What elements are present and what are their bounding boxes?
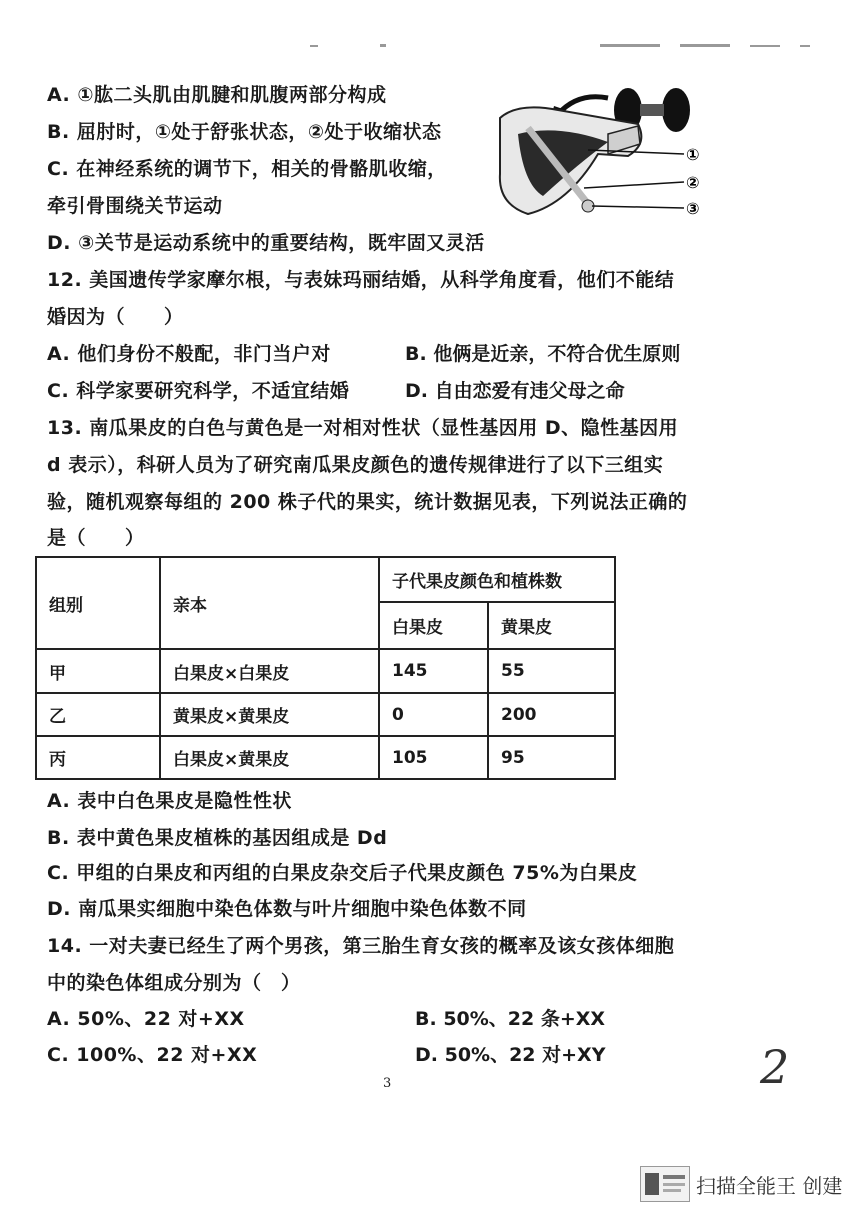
q13-option-a: A. 表中白色果皮是隐性性状 bbox=[47, 790, 292, 812]
q12-stem-continued: 婚因为（ ） bbox=[47, 306, 184, 328]
q14-option-d: D. 50%、22 对+XY bbox=[415, 1044, 606, 1066]
cell-yellow: 95 bbox=[488, 736, 615, 779]
header-group: 组别 bbox=[36, 557, 160, 649]
scanner-watermark bbox=[640, 1166, 842, 1202]
page-number: 3 bbox=[383, 1076, 392, 1091]
q12-stem: 12. 美国遗传学家摩尔根，与表妹玛丽结婚，从科学角度看，他们不能结 bbox=[47, 269, 675, 291]
cell-group: 乙 bbox=[36, 693, 160, 736]
cell-white: 105 bbox=[379, 736, 488, 779]
arm-muscle-figure bbox=[488, 84, 718, 224]
handwritten-mark: 2 bbox=[760, 1040, 790, 1094]
table-row bbox=[36, 736, 615, 779]
q14-stem-continued: 中的染色体组成分别为（ ） bbox=[47, 972, 301, 994]
cell-white: 145 bbox=[379, 649, 488, 693]
q12-option-d: D. 自由恋爱有违父母之命 bbox=[405, 380, 625, 402]
q11-option-a: A. ①肱二头肌由肌腱和肌腹两部分构成 bbox=[47, 84, 387, 106]
cell-yellow: 200 bbox=[488, 693, 615, 736]
figure-label-1: ① bbox=[686, 145, 700, 164]
header-white: 白果皮 bbox=[379, 602, 488, 649]
cell-white: 0 bbox=[379, 693, 488, 736]
q11-option-c-continued: 牵引骨围绕关节运动 bbox=[47, 195, 223, 217]
cell-yellow: 55 bbox=[488, 649, 615, 693]
q14-stem: 14. 一对夫妻已经生了两个男孩，第三胎生育女孩的概率及该女孩体细胞 bbox=[47, 935, 675, 957]
header-offspring: 子代果皮颜色和植株数 bbox=[379, 557, 615, 602]
q14-option-a: A. 50%、22 对+XX bbox=[47, 1008, 245, 1030]
q12-option-b: B. 他俩是近亲，不符合优生原则 bbox=[405, 343, 681, 365]
cell-parent: 白果皮×白果皮 bbox=[160, 649, 379, 693]
q13-stem-3: 验，随机观察每组的 200 株子代的果实，统计数据见表，下列说法正确的 bbox=[47, 491, 688, 513]
q11-option-c: C. 在神经系统的调节下，相关的骨骼肌收缩， bbox=[47, 158, 447, 180]
q13-option-c: C. 甲组的白果皮和丙组的白果皮杂交后子代果皮颜色 75%为白果皮 bbox=[47, 862, 638, 884]
header-parent: 亲本 bbox=[160, 557, 379, 649]
watermark-text: 扫描全能王 创建 bbox=[696, 1173, 843, 1198]
q13-stem-4: 是（ ） bbox=[47, 527, 145, 549]
q14-option-b: B. 50%、22 条+XX bbox=[415, 1008, 606, 1030]
q13-option-b: B. 表中黄色果皮植株的基因组成是 Dd bbox=[47, 827, 388, 849]
cell-group: 甲 bbox=[36, 649, 160, 693]
q11-option-b: B. 屈肘时，①处于舒张状态，②处于收缩状态 bbox=[47, 121, 442, 143]
q14-option-c: C. 100%、22 对+XX bbox=[47, 1044, 258, 1066]
q11-option-d: D. ③关节是运动系统中的重要结构，既牢固又灵活 bbox=[47, 232, 485, 254]
q12-option-c: C. 科学家要研究科学，不适宜结婚 bbox=[47, 380, 350, 402]
q13-data-table bbox=[35, 556, 616, 780]
table-row bbox=[36, 693, 615, 736]
figure-label-2: ② bbox=[686, 173, 700, 192]
q13-stem-2: d 表示），科研人员为了研究南瓜果皮颜色的遗传规律进行了以下三组实 bbox=[47, 454, 664, 476]
table-row bbox=[36, 649, 615, 693]
q13-stem-1: 13. 南瓜果皮的白色与黄色是一对相对性状（显性基因用 D、隐性基因用 bbox=[47, 417, 679, 439]
header-yellow: 黄果皮 bbox=[488, 602, 615, 649]
cell-parent: 白果皮×黄果皮 bbox=[160, 736, 379, 779]
q13-option-d: D. 南瓜果实细胞中染色体数与叶片细胞中染色体数不同 bbox=[47, 898, 527, 920]
scan-noise bbox=[300, 40, 840, 52]
figure-label-3: ③ bbox=[686, 199, 700, 218]
scanner-logo-icon bbox=[640, 1166, 690, 1202]
cell-group: 丙 bbox=[36, 736, 160, 779]
cell-parent: 黄果皮×黄果皮 bbox=[160, 693, 379, 736]
q12-option-a: A. 他们身份不般配，非门当户对 bbox=[47, 343, 331, 365]
